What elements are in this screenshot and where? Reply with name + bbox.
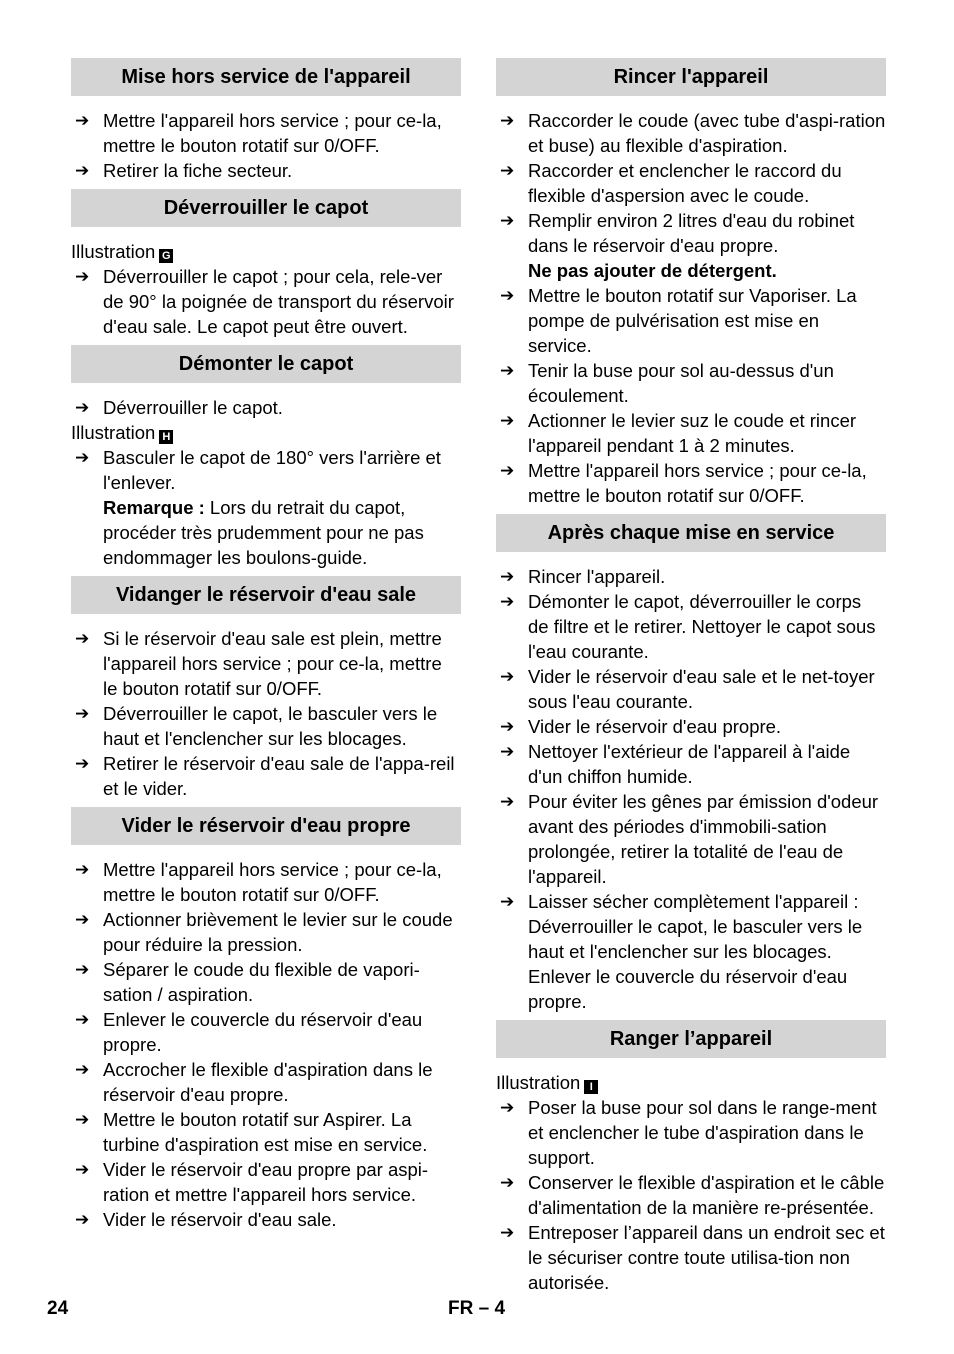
section-vider-le-reservoir-d-eau-propre <box>71 807 461 1232</box>
instruction-step <box>71 1107 461 1157</box>
instruction-text: Séparer le coude du flexible de vapori-sation / aspiration. <box>103 959 420 1005</box>
page-label: FR – 4 <box>448 1298 506 1319</box>
instruction-text: Laisser sécher complètement l'appareil : Déverrouiller le capot, le basculer vers le haut et l'enclencher sur les blocages. Enlever le couvercle du réservoir d'eau propre. <box>528 891 863 1012</box>
section-ranger-l-appareil <box>496 1020 886 1295</box>
section-title: Vider le réservoir d'eau propre <box>71 807 461 845</box>
page-number: 24 <box>47 1298 69 1319</box>
illustration-label: Illustration <box>71 241 156 262</box>
instruction-text: Vider le réservoir d'eau sale. <box>103 1209 337 1230</box>
instruction-step <box>496 889 886 1014</box>
instruction-step <box>496 458 886 508</box>
instruction-text: Mettre l'appareil hors service ; pour ce-la, mettre le bouton rotatif sur 0/OFF. <box>528 460 867 506</box>
instruction-step <box>496 408 886 458</box>
arrow-right-icon: ➔ <box>500 111 515 130</box>
instruction-step <box>71 108 461 158</box>
arrow-right-icon: ➔ <box>75 629 90 648</box>
instruction-text: Remplir environ 2 litres d'eau du robinet dans le réservoir d'eau propre. <box>528 210 855 256</box>
instruction-text: Mettre l'appareil hors service ; pour ce-la, mettre le bouton rotatif sur 0/OFF. <box>103 859 442 905</box>
instruction-step <box>71 445 461 495</box>
instruction-step <box>496 158 886 208</box>
section-title: Après chaque mise en service <box>496 514 886 552</box>
illustration-reference <box>71 420 461 445</box>
instruction-step <box>496 589 886 664</box>
instruction-text: Conserver le flexible d'aspiration et le câble d'alimentation de la manière re-présentée. <box>528 1172 885 1218</box>
instruction-step <box>496 358 886 408</box>
section-title: Déverrouiller le capot <box>71 189 461 227</box>
instruction-step <box>71 158 461 183</box>
instruction-text: Poser la buse pour sol dans le range-ment et enclencher le tube d'aspiration dans le support. <box>528 1097 877 1168</box>
note <box>71 495 461 570</box>
instruction-step <box>496 1095 886 1170</box>
instruction-text: Entreposer l’appareil dans un endroit sec et le sécuriser contre toute utilisa-tion non autorisée. <box>528 1222 885 1293</box>
arrow-right-icon: ➔ <box>75 448 90 467</box>
arrow-right-icon: ➔ <box>500 411 515 430</box>
instruction-step <box>71 701 461 751</box>
arrow-right-icon: ➔ <box>500 1098 515 1117</box>
arrow-right-icon: ➔ <box>75 111 90 130</box>
section-title: Démonter le capot <box>71 345 461 383</box>
section-deverrouiller-le-capot <box>71 189 461 339</box>
instruction-step <box>496 108 886 158</box>
arrow-right-icon: ➔ <box>500 892 515 911</box>
instruction-text: Nettoyer l'extérieur de l'appareil à l'aide d'un chiffon humide. <box>528 741 851 787</box>
warning-text: Ne pas ajouter de détergent. <box>528 260 777 281</box>
instruction-step <box>71 1207 461 1232</box>
arrow-right-icon: ➔ <box>75 1160 90 1179</box>
instruction-text: Actionner brièvement le levier sur le coude pour réduire la pression. <box>103 909 453 955</box>
instruction-step <box>496 283 886 358</box>
section-title: Rincer l'appareil <box>496 58 886 96</box>
instruction-step <box>496 564 886 589</box>
instruction-text: Déverrouiller le capot, le basculer vers le haut et l'enclencher sur les blocages. <box>103 703 438 749</box>
instruction-step <box>71 751 461 801</box>
arrow-right-icon: ➔ <box>500 161 515 180</box>
instruction-step <box>71 1057 461 1107</box>
instruction-text: Mettre le bouton rotatif sur Vaporiser. La pompe de pulvérisation est mise en service. <box>528 285 857 356</box>
arrow-right-icon: ➔ <box>75 1010 90 1029</box>
instruction-text: Accrocher le flexible d'aspiration dans le réservoir d'eau propre. <box>103 1059 433 1105</box>
arrow-right-icon: ➔ <box>75 754 90 773</box>
instruction-step <box>496 789 886 889</box>
instruction-step <box>496 1170 886 1220</box>
note-label: Remarque : <box>103 497 205 518</box>
section-title: Mise hors service de l'appareil <box>71 58 461 96</box>
arrow-right-icon: ➔ <box>75 161 90 180</box>
instruction-text: Si le réservoir d'eau sale est plein, mettre l'appareil hors service ; pour ce-la, mettre le bouton rotatif sur 0/OFF. <box>103 628 442 699</box>
instruction-text: Enlever le couvercle du réservoir d'eau propre. <box>103 1009 423 1055</box>
instruction-step <box>71 907 461 957</box>
note-text: Lors du retrait du capot, procéder très prudemment pour ne pas endommager les boulons-guide. <box>103 497 424 568</box>
instruction-step <box>496 739 886 789</box>
instruction-text: Retirer le réservoir d'eau sale de l'appa-reil et le vider. <box>103 753 455 799</box>
instruction-step <box>71 857 461 907</box>
instruction-step <box>71 626 461 701</box>
illustration-letter-icon: I <box>584 1080 598 1094</box>
arrow-right-icon: ➔ <box>500 667 515 686</box>
instruction-step <box>71 957 461 1007</box>
illustration-letter-icon: G <box>159 249 173 263</box>
arrow-right-icon: ➔ <box>75 860 90 879</box>
arrow-right-icon: ➔ <box>75 704 90 723</box>
section-mise-hors-service-de-l-appareil <box>71 58 461 183</box>
instruction-text: Déverrouiller le capot. <box>103 397 283 418</box>
instruction-step <box>71 1007 461 1057</box>
instruction-text: Retirer la fiche secteur. <box>103 160 293 181</box>
instruction-step <box>496 208 886 258</box>
arrow-right-icon: ➔ <box>500 717 515 736</box>
illustration-reference <box>71 239 461 264</box>
arrow-right-icon: ➔ <box>500 461 515 480</box>
instruction-step <box>71 264 461 339</box>
arrow-right-icon: ➔ <box>500 742 515 761</box>
arrow-right-icon: ➔ <box>500 1223 515 1242</box>
section-rincer-l-appareil <box>496 58 886 508</box>
instruction-step <box>496 664 886 714</box>
illustration-reference <box>496 1070 886 1095</box>
left-column <box>71 58 461 1232</box>
section-title: Ranger l’appareil <box>496 1020 886 1058</box>
arrow-right-icon: ➔ <box>500 792 515 811</box>
arrow-right-icon: ➔ <box>500 286 515 305</box>
section-demonter-le-capot <box>71 345 461 570</box>
right-column <box>496 58 886 1295</box>
section-title: Vidanger le réservoir d'eau sale <box>71 576 461 614</box>
instruction-text: Mettre le bouton rotatif sur Aspirer. La turbine d'aspiration est mise en service. <box>103 1109 428 1155</box>
arrow-right-icon: ➔ <box>500 211 515 230</box>
arrow-right-icon: ➔ <box>75 1210 90 1229</box>
instruction-step <box>71 1157 461 1207</box>
instruction-text: Démonter le capot, déverrouiller le corps de filtre et le retirer. Nettoyer le capot sous l'eau courante. <box>528 591 876 662</box>
instruction-text: Vider le réservoir d'eau propre par aspi-ration et mettre l'appareil hors service. <box>103 1159 429 1205</box>
section-apres-chaque-mise-en-service <box>496 514 886 1014</box>
instruction-text: Mettre l'appareil hors service ; pour ce-la, mettre le bouton rotatif sur 0/OFF. <box>103 110 442 156</box>
arrow-right-icon: ➔ <box>75 398 90 417</box>
illustration-label: Illustration <box>496 1072 581 1093</box>
arrow-right-icon: ➔ <box>500 1173 515 1192</box>
instruction-step <box>71 395 461 420</box>
instruction-text: Vider le réservoir d'eau sale et le net-toyer sous l'eau courante. <box>528 666 875 712</box>
arrow-right-icon: ➔ <box>500 361 515 380</box>
arrow-right-icon: ➔ <box>500 567 515 586</box>
arrow-right-icon: ➔ <box>75 1060 90 1079</box>
instruction-step <box>496 1220 886 1295</box>
instruction-text: Pour éviter les gênes par émission d'odeur avant des périodes d'immobili-sation prolongée, retirer la totalité de l'eau de l'appareil. <box>528 791 879 887</box>
instruction-text: Déverrouiller le capot ; pour cela, rele-ver de 90° la poignée de transport du réservoir d'eau sale. Le capot peut être ouvert. <box>103 266 454 337</box>
instruction-text: Basculer le capot de 180° vers l'arrière et l'enlever. <box>103 447 441 493</box>
instruction-text: Raccorder le coude (avec tube d'aspi-ration et buse) au flexible d'aspiration. <box>528 110 886 156</box>
arrow-right-icon: ➔ <box>75 1110 90 1129</box>
instruction-text: Rincer l'appareil. <box>528 566 666 587</box>
illustration-letter-icon: H <box>159 430 173 444</box>
arrow-right-icon: ➔ <box>500 592 515 611</box>
illustration-label: Illustration <box>71 422 156 443</box>
section-vidanger-le-reservoir-d-eau-sale <box>71 576 461 801</box>
instruction-text: Actionner le levier suz le coude et rincer l'appareil pendant 1 à 2 minutes. <box>528 410 857 456</box>
arrow-right-icon: ➔ <box>75 910 90 929</box>
instruction-text: Raccorder et enclencher le raccord du flexible d'aspersion avec le coude. <box>528 160 842 206</box>
instruction-step <box>496 714 886 739</box>
arrow-right-icon: ➔ <box>75 960 90 979</box>
arrow-right-icon: ➔ <box>75 267 90 286</box>
instruction-text: Tenir la buse pour sol au-dessus d'un écoulement. <box>528 360 834 406</box>
instruction-text: Vider le réservoir d'eau propre. <box>528 716 782 737</box>
